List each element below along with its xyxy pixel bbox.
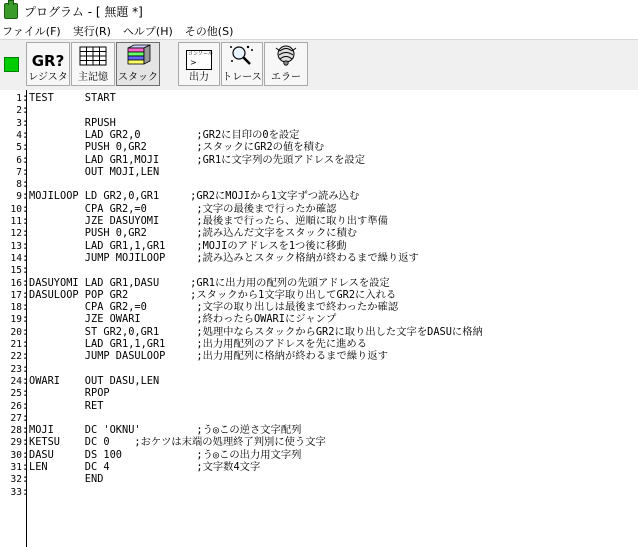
menu-bar	[0, 22, 638, 39]
line-number-colon: :	[22, 251, 29, 264]
menu-run[interactable]: 実行(R)	[72, 24, 111, 38]
line-number: 32	[10, 474, 22, 486]
trace-button-label: トレース	[222, 72, 262, 83]
line-number: 16	[10, 277, 22, 289]
stack-icon	[124, 44, 152, 70]
line-number: 8	[16, 179, 22, 191]
code-text[interactable]: ST GR2,0,GR1 ;処理中ならスタックからGR2に取り出した文字をDASUに格納	[29, 325, 483, 338]
code-text[interactable]: LAD GR1,MOJI ;GR1に文字列の先頭アドレスを設定	[29, 153, 366, 166]
title-bar	[0, 0, 638, 22]
code-text[interactable]: MOJILOOP LD GR2,0,GR1 ;GR2にMOJIから1文字ずつ読み込む	[29, 190, 360, 203]
code-text[interactable]: DASULOOP POP GR2 ;スタックから1文字取り出してGR2に入れる	[29, 288, 397, 301]
line-number: 31	[10, 462, 22, 473]
line-number: 18	[10, 302, 22, 314]
error-button-label: エラー	[271, 72, 301, 83]
line-number: 19	[10, 314, 22, 326]
code-text[interactable]: LAD GR2,0 ;GR2に目印の0を設定	[29, 128, 300, 141]
line-number-colon: :	[22, 141, 29, 154]
console-icon-text: コンソール	[188, 51, 213, 57]
line-number-colon: :	[22, 239, 29, 252]
line-number: 27	[10, 412, 22, 424]
line-number: 30	[10, 449, 22, 461]
code-text[interactable]: JZE OWARI ;終わったらOWARIにジャンプ	[29, 313, 337, 326]
line-number: 7	[16, 166, 22, 178]
line-number: 33	[10, 486, 22, 498]
stack-button-label: スタック	[118, 72, 158, 83]
line-number: 6	[16, 154, 22, 166]
register-button-label: レジスタ	[28, 72, 68, 83]
line-number: 21	[10, 339, 22, 350]
code-text[interactable]: PUSH 0,GR2 ;スタックにGR2の値を積む	[29, 141, 325, 154]
line-number-colon: :	[22, 276, 29, 289]
line-number-colon: :	[22, 374, 29, 387]
line-number-colon: :	[22, 190, 29, 203]
code-text[interactable]: END	[29, 473, 104, 486]
stack-button[interactable]	[116, 42, 160, 86]
line-number-colon: :	[22, 362, 29, 375]
line-number-colon: :	[22, 92, 29, 104]
code-text[interactable]: JZE DASUYOMI ;最後まで行ったら、逆順に取り出す準備	[29, 215, 388, 227]
line-number: 9	[16, 191, 22, 203]
line-number-colon: :	[22, 264, 29, 277]
toolbar	[0, 39, 638, 91]
line-number-colon: :	[22, 178, 29, 191]
code-text[interactable]: CPA GR2,=0 ;文字の取り出しは最後まで終わったか確認	[29, 301, 399, 314]
line-number-colon: :	[22, 313, 29, 326]
console-output-icon	[186, 50, 212, 70]
line-number: 23	[10, 363, 22, 375]
line-number-colon: :	[22, 325, 29, 338]
code-text[interactable]: LAD GR1,1,GR1 ;出力用配列のアドレスを先に進める	[29, 338, 368, 350]
line-number-colon: :	[22, 128, 29, 141]
line-number: 29	[10, 437, 22, 449]
code-text[interactable]: RPOP	[29, 387, 110, 400]
window-title: プログラム - [ 無題 *]	[24, 4, 143, 19]
menu-other[interactable]: その他(S)	[184, 24, 234, 38]
line-number: 2	[16, 105, 22, 117]
line-number-colon: :	[22, 448, 29, 461]
code-text[interactable]: JUMP DASULOOP ;出力用配列に格納が終わるまで繰り返す	[29, 350, 388, 363]
line-number: 12	[10, 228, 22, 240]
code-text[interactable]: DASU DS 100 ;う◎この出力用文字列	[29, 448, 302, 461]
output-button-label: 出力	[189, 72, 209, 83]
trace-magnifier-icon	[228, 44, 256, 70]
line-number-colon: :	[22, 338, 29, 350]
line-number-colon: :	[22, 399, 29, 412]
line-number: 13	[10, 240, 22, 252]
line-number-colon: :	[22, 485, 29, 498]
line-number-colon: :	[22, 227, 29, 240]
line-number-colon: :	[22, 473, 29, 486]
code-text[interactable]: LEN DC 4 ;文字数4文字	[29, 461, 261, 473]
line-number-colon: :	[22, 350, 29, 363]
code-text[interactable]: OWARI OUT DASU,LEN	[29, 374, 160, 387]
line-number: 15	[10, 265, 22, 277]
line-number-colon: :	[22, 436, 29, 449]
code-text[interactable]: RET	[29, 399, 104, 412]
console-prompt-caret: >	[190, 58, 197, 67]
run-status-indicator	[4, 57, 19, 72]
line-number: 4	[16, 129, 22, 141]
trace-button[interactable]	[221, 42, 263, 86]
code-text[interactable]: KETSU DC 0 ;おケツは末端の処理終了判別に使う文字	[29, 436, 326, 449]
line-number-colon: :	[22, 288, 29, 301]
line-number: 10	[10, 203, 22, 215]
line-number: 20	[10, 326, 22, 338]
code-text[interactable]: LAD GR1,1,GR1 ;MOJIのアドレスを1つ後に移動	[29, 239, 347, 252]
code-text[interactable]: DASUYOMI LAD GR1,DASU ;GR1に出力用の配列の先頭アドレスを設定	[29, 276, 390, 289]
line-number-colon: :	[22, 104, 29, 117]
line-number-colon: :	[22, 153, 29, 166]
line-number-colon: :	[22, 411, 29, 424]
line-number-colon: :	[22, 116, 29, 129]
line-number: 26	[10, 400, 22, 412]
code-text[interactable]: OUT MOJI,LEN	[29, 165, 160, 178]
robot-app-icon	[4, 3, 18, 19]
line-number-colon: :	[22, 387, 29, 400]
line-number: 5	[16, 142, 22, 154]
line-number: 28	[10, 425, 22, 437]
line-number: 11	[10, 216, 22, 227]
line-number-colon: :	[22, 165, 29, 178]
main-memory-button-label: 主記憶	[78, 72, 108, 83]
line-number: 25	[10, 388, 22, 400]
memory-grid-icon	[79, 46, 107, 70]
code-text[interactable]: PUSH 0,GR2 ;読み込んだ文字をスタックに積む	[29, 227, 358, 240]
line-number-colon: :	[22, 301, 29, 314]
line-number: 17	[10, 289, 22, 301]
menu-file[interactable]: ファイル(F)	[2, 24, 61, 38]
gr-register-icon: GR?	[31, 52, 65, 70]
output-button[interactable]	[178, 42, 220, 86]
code-text[interactable]: CPA GR2,=0 ;文字の最後まで行ったか確認	[29, 202, 337, 215]
line-number-colon: :	[22, 215, 29, 227]
menu-help[interactable]: ヘルプ(H)	[122, 24, 173, 38]
line-number: 24	[10, 375, 22, 387]
main-memory-button[interactable]	[71, 42, 115, 86]
register-button[interactable]	[26, 42, 70, 86]
line-number-colon: :	[22, 424, 29, 437]
line-number-colon: :	[22, 202, 29, 215]
line-number: 1	[16, 93, 22, 104]
code-editor[interactable]	[0, 90, 638, 547]
code-text[interactable]: MOJI DC 'OKNU' ;う◎この逆さ文字配列	[29, 424, 302, 437]
line-number: 14	[10, 252, 22, 264]
code-text[interactable]: JUMP MOJILOOP ;読み込みとスタック格納が終わるまで繰り返す	[29, 251, 419, 264]
line-number: 3	[16, 117, 22, 129]
line-number: 22	[10, 351, 22, 363]
error-button[interactable]	[264, 42, 308, 86]
error-bug-icon	[272, 44, 300, 70]
code-text[interactable]: RPUSH	[29, 116, 116, 129]
code-text[interactable]: TEST START	[29, 92, 116, 104]
line-number-colon: :	[22, 461, 29, 473]
